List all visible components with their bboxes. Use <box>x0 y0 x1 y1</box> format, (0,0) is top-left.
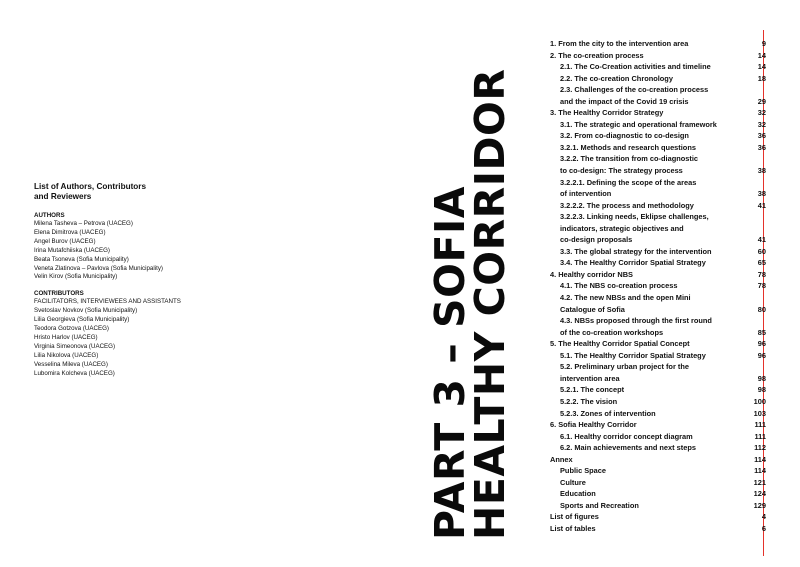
toc-entry-page: 129 <box>753 500 766 510</box>
toc-entry-title: 2. The co-creation process <box>550 50 644 60</box>
toc-entry-page: 98 <box>757 373 766 383</box>
toc-entry-title: List of figures <box>550 512 599 522</box>
toc-entry[interactable] <box>550 257 770 269</box>
contributor-name: Hristo Harlov (UACEG) <box>34 333 98 341</box>
toc-entry-page: 111 <box>754 420 766 430</box>
contributor-name: Vesselina Mileva (UACEG) <box>34 360 108 368</box>
toc-entry-title: 4. Healthy corridor NBS <box>550 269 633 279</box>
toc-entry-page: 41 <box>757 200 766 210</box>
credits-heading <box>34 182 264 202</box>
toc-entry-page: 78 <box>757 281 766 291</box>
toc-entry[interactable] <box>550 500 770 512</box>
toc-entry[interactable] <box>550 153 770 165</box>
toc-entry[interactable] <box>550 280 770 292</box>
toc-entry-title: 3.2.2.2. The process and methodology <box>560 200 694 210</box>
table-of-contents <box>550 38 770 535</box>
contributor-name: Svetoslav Novkov (Sofia Municipality) <box>34 307 138 315</box>
contributor-name: Lubomira Kolcheva (UACEG) <box>34 369 115 377</box>
toc-entry-title: 6.2. Main achievements and next steps <box>560 443 696 453</box>
toc-entry-title: 6. Sofia Healthy Corridor <box>550 420 637 430</box>
toc-entry-page: 85 <box>757 327 766 337</box>
credits-heading-line: and Reviewers <box>34 192 92 201</box>
toc-entry-title: 3.1. The strategic and operational framework <box>560 119 717 129</box>
toc-entry-title: Catalogue of Sofia <box>560 304 625 314</box>
toc-entry[interactable] <box>550 188 770 200</box>
toc-entry-title: co-design proposals <box>560 235 633 245</box>
toc-entry-page: 114 <box>754 454 766 464</box>
toc-entry-page: 32 <box>757 108 766 118</box>
toc-entry-title: 1. From the city to the intervention area <box>550 39 689 48</box>
toc-entry-page: 121 <box>753 477 766 487</box>
toc-entry[interactable] <box>550 223 770 235</box>
toc-entry[interactable] <box>550 142 770 154</box>
toc-entry[interactable] <box>550 488 770 500</box>
author-name: Elena Dimitrova (UACEG) <box>34 228 106 236</box>
section-title <box>426 68 514 540</box>
toc-entry[interactable] <box>550 119 770 131</box>
toc-entry[interactable] <box>550 234 770 246</box>
toc-entry[interactable] <box>550 73 770 85</box>
toc-entry-page: 103 <box>753 408 766 418</box>
toc-entry-page: 100 <box>753 396 766 406</box>
toc-entry-title: of the co-creation workshops <box>560 327 664 337</box>
contributor-name: Lilia Nikolova (UACEG) <box>34 351 99 359</box>
toc-entry-title: Annex <box>550 454 573 464</box>
toc-entry-title: and the impact of the Covid 19 crisis <box>560 96 689 106</box>
toc-entry[interactable] <box>550 61 770 73</box>
contributors-list <box>34 298 264 378</box>
toc-entry-title: 3.2.1. Methods and research questions <box>560 142 696 152</box>
toc-entry-page: 60 <box>757 246 766 256</box>
toc-entry-page: 29 <box>757 96 766 106</box>
toc-entry-title: 2.3. Challenges of the co-creation process <box>560 85 709 95</box>
toc-entry-title: 5.2.3. Zones of intervention <box>560 408 656 418</box>
authors-label: AUTHORS <box>34 212 65 219</box>
toc-entry[interactable] <box>550 454 770 466</box>
toc-entry-title: 4.3. NBSs proposed through the first round <box>560 316 712 326</box>
toc-entry[interactable] <box>550 50 770 62</box>
toc-entry[interactable] <box>550 327 770 339</box>
toc-entry[interactable] <box>550 373 770 385</box>
credits-heading-line: List of Authors, Contributors <box>34 182 147 191</box>
toc-entry-title: indicators, strategic objectives and <box>560 223 684 233</box>
author-name: Beata Tsoneva (Sofia Municipality) <box>34 255 129 263</box>
toc-entry[interactable] <box>550 269 770 281</box>
toc-entry[interactable] <box>550 38 770 50</box>
contributor-name: Teodora Gotzova (UACEG) <box>34 325 109 333</box>
toc-entry-title: 3.2.2.1. Defining the scope of the areas <box>560 177 697 187</box>
toc-entry-page: 114 <box>754 466 766 476</box>
toc-entry[interactable] <box>550 177 770 189</box>
toc-entry-title: to co-design: The strategy process <box>560 166 683 176</box>
toc-entry[interactable] <box>550 96 770 108</box>
toc-entry-page: 38 <box>757 166 766 176</box>
toc-entry[interactable] <box>550 396 770 408</box>
toc-entry-title: intervention area <box>560 373 620 383</box>
toc-entry[interactable] <box>550 384 770 396</box>
toc-entry-page: 41 <box>757 235 766 245</box>
toc-entry[interactable] <box>550 361 770 373</box>
toc-entry[interactable] <box>550 107 770 119</box>
toc-entry[interactable] <box>550 292 770 304</box>
toc-entry[interactable] <box>550 338 770 350</box>
toc-entry[interactable] <box>550 165 770 177</box>
author-name: Irina Mutafchiiska (UACEG) <box>34 246 110 254</box>
toc-entry-page: 14 <box>757 50 766 60</box>
toc-entry-page: 32 <box>757 119 766 129</box>
author-name: Veneta Zlatinova – Pavlova (Sofia Municipality) <box>34 264 163 272</box>
contributor-name: FACILITATORS, INTERVIEWEES AND ASSISTANTS <box>34 298 181 306</box>
toc-entry-title: 5. The Healthy Corridor Spatial Concept <box>550 339 690 349</box>
toc-entry-title: List of tables <box>550 523 596 533</box>
contributors-label: CONTRIBUTORS <box>34 290 84 298</box>
section-title-line-2: HEALTHY CORRIDOR <box>466 68 514 540</box>
toc-entry-page: 6 <box>761 523 766 533</box>
toc-entry-page: 4 <box>761 512 766 522</box>
toc-entry[interactable] <box>550 523 770 535</box>
author-name: Angel Burov (UACEG) <box>34 237 96 245</box>
toc-entry-title: 3.2.2. The transition from co-diagnostic <box>560 154 698 164</box>
authors-list <box>34 220 264 282</box>
toc-entry-page: 36 <box>757 131 766 141</box>
section-title-line-1: PART 3 – SOFIA <box>426 186 474 540</box>
toc-entry-page: 9 <box>761 39 766 48</box>
toc-entry-page: 38 <box>757 189 766 199</box>
toc-entry[interactable] <box>550 200 770 212</box>
credits-block <box>34 182 264 387</box>
toc-entry-page: 111 <box>754 431 766 441</box>
toc-entry[interactable] <box>550 246 770 258</box>
toc-entry-title: 2.2. The co-creation Chronology <box>560 73 673 83</box>
toc-entry-page: 112 <box>754 443 766 453</box>
toc-entry[interactable] <box>550 511 770 523</box>
toc-entry[interactable] <box>550 315 770 327</box>
toc-entry[interactable] <box>550 130 770 142</box>
toc-entry[interactable] <box>550 442 770 454</box>
toc-entry-title: Education <box>560 489 596 499</box>
toc-entry-page: 65 <box>757 258 766 268</box>
toc-entry-title: 5.2.2. The vision <box>560 396 618 406</box>
toc-entry-title: 5.2.1. The concept <box>560 385 625 395</box>
toc-entry-page: 18 <box>757 73 766 83</box>
author-name: Milena Tasheva – Petrova (UACEG) <box>34 220 133 227</box>
toc-entry-page: 78 <box>757 269 766 279</box>
contributor-name: Lilia Georgieva (Sofia Municipality) <box>34 316 130 324</box>
toc-entry[interactable] <box>550 419 770 431</box>
toc-entry-title: 3.3. The global strategy for the intervention <box>560 246 712 256</box>
toc-entry[interactable] <box>550 477 770 489</box>
toc-entry[interactable] <box>550 408 770 420</box>
contributor-name: Virginia Simeonova (UACEG) <box>34 342 116 350</box>
toc-entry-title: Public Space <box>560 466 607 476</box>
toc-entry-title: Culture <box>560 477 586 487</box>
toc-entry[interactable] <box>550 304 770 316</box>
toc-entry-title: 4.1. The NBS co-creation process <box>560 281 678 291</box>
toc-entry[interactable] <box>550 211 770 223</box>
toc-entry[interactable] <box>550 350 770 362</box>
toc-entry-page: 96 <box>757 339 766 349</box>
toc-entry-page: 36 <box>757 142 766 152</box>
toc-entry-page: 96 <box>757 350 766 360</box>
toc-entry[interactable] <box>550 84 770 96</box>
toc-entry-title: 3.2.2.3. Linking needs, Eklipse challenges, <box>560 212 709 222</box>
toc-entry-title: 3. The Healthy Corridor Strategy <box>550 108 664 118</box>
toc-entry-title: 3.2. From co-diagnostic to co-design <box>560 131 689 141</box>
toc-entry-page: 124 <box>753 489 766 499</box>
toc-entry-title: 6.1. Healthy corridor concept diagram <box>560 431 693 441</box>
toc-entry-title: 4.2. The new NBSs and the open Mini <box>560 293 691 303</box>
toc-entry-title: 2.1. The Co-Creation activities and timeline <box>560 62 711 72</box>
toc-entry-page: 14 <box>757 62 766 72</box>
toc-entry[interactable] <box>550 431 770 443</box>
toc-entry-title: Sports and Recreation <box>560 500 639 510</box>
toc-entry-page: 98 <box>757 385 766 395</box>
toc-entry-title: of intervention <box>560 189 612 199</box>
toc-entry-title: 5.2. Preliminary urban project for the <box>560 362 689 372</box>
toc-entry[interactable] <box>550 465 770 477</box>
author-name: Velin Kirov (Sofia Municipality) <box>34 273 118 281</box>
toc-entry-page: 80 <box>757 304 766 314</box>
toc-entry-title: 3.4. The Healthy Corridor Spatial Strategy <box>560 258 706 268</box>
toc-entry-title: 5.1. The Healthy Corridor Spatial Strategy <box>560 350 706 360</box>
